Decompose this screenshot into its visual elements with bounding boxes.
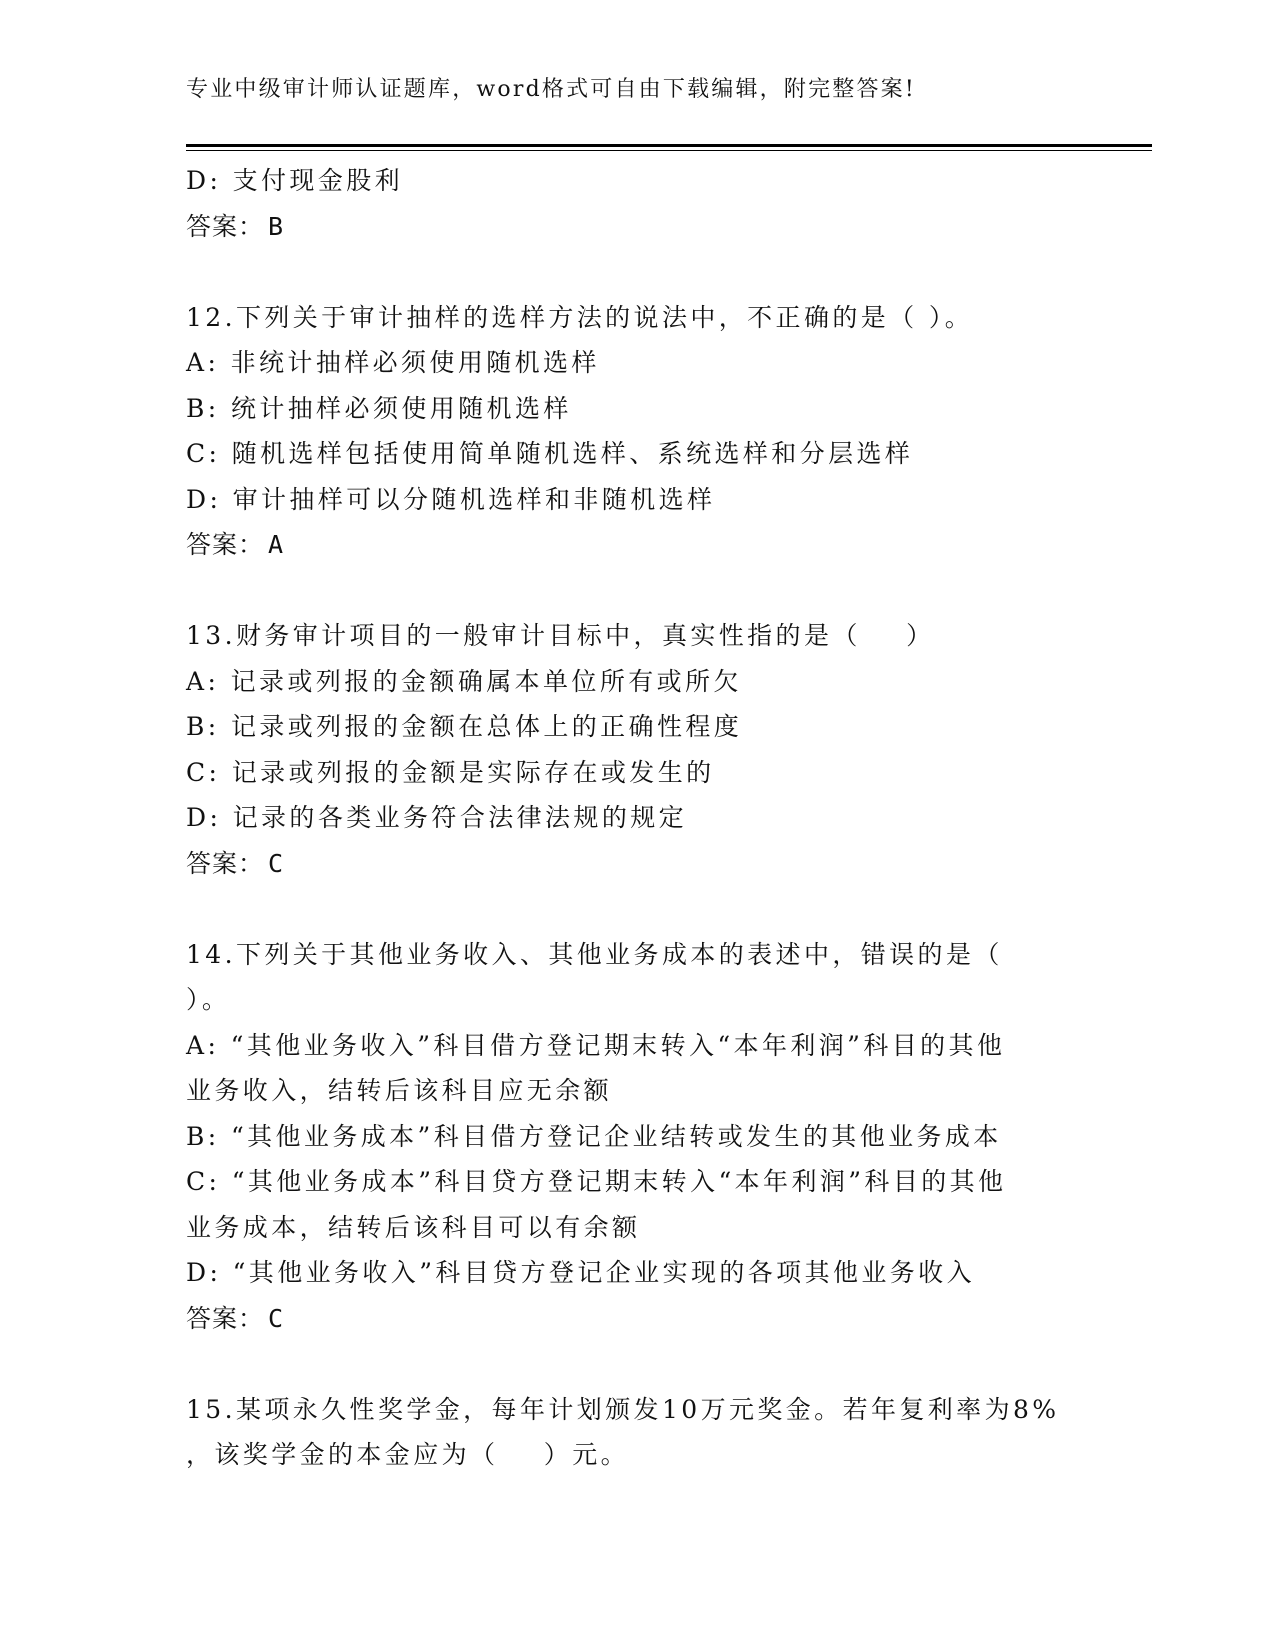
option-line: C: 随机选样包括使用简单随机选样、系统选样和分层选样 xyxy=(186,439,914,468)
option-line: B: 记录或列报的金额在总体上的正确性程度 xyxy=(186,712,743,741)
question-content xyxy=(186,158,1086,1478)
answer-value: B xyxy=(268,211,285,241)
option-line: D: 审计抽样可以分随机选样和非随机选样 xyxy=(186,484,716,514)
answer-line xyxy=(186,841,1086,887)
answer-label: 答案： xyxy=(186,1303,265,1333)
answer-label: 答案： xyxy=(186,530,265,559)
question-block xyxy=(186,1387,1086,1478)
option-line: D: 支付现金股利 xyxy=(186,166,404,195)
header-rule-thin xyxy=(186,150,1152,151)
spacer xyxy=(186,568,1086,614)
question-stem-continued: ）。 xyxy=(186,985,231,1014)
header-rule-thick xyxy=(186,144,1152,147)
question-block xyxy=(186,295,1086,568)
option-line: D: 记录的各类业务符合法律法规的规定 xyxy=(186,803,688,832)
question-block xyxy=(186,932,1086,1342)
option-line: B: 统计抽样必须使用随机选样 xyxy=(186,393,572,423)
spacer xyxy=(186,886,1086,932)
answer-label: 答案： xyxy=(186,211,265,241)
spacer xyxy=(186,249,1086,295)
option-line: C: 记录或列报的金额是实际存在或发生的 xyxy=(186,757,715,787)
question-block xyxy=(186,158,1086,249)
page-header: 专业中级审计师认证题库，word格式可自由下载编辑，附完整答案! xyxy=(186,77,916,102)
answer-line xyxy=(186,1296,1086,1342)
option-line: B: “其他业务成本”科目借方登记企业结转或发生的其他业务成本 xyxy=(186,1121,1002,1151)
option-line-continued: 业务收入，结转后该科目应无余额 xyxy=(186,1076,613,1105)
answer-label: 答案： xyxy=(186,848,265,878)
option-line: A: “其他业务收入”科目借方登记期末转入“本年利润”科目的其他 xyxy=(186,1030,1006,1060)
option-line: A: 非统计抽样必须使用随机选样 xyxy=(186,348,600,377)
answer-line xyxy=(186,522,1086,568)
answer-value: C xyxy=(268,1303,285,1333)
answer-value: C xyxy=(268,848,285,878)
answer-value: A xyxy=(268,530,285,559)
question-stem: 13.财务审计项目的一般审计目标中，真实性指的是（ ） xyxy=(186,621,935,650)
option-line-continued: 业务成本，结转后该科目可以有余额 xyxy=(186,1212,641,1242)
option-line: D: “其他业务收入”科目贷方登记企业实现的各项其他业务收入 xyxy=(186,1258,975,1287)
option-line: C: “其他业务成本”科目贷方登记期末转入“本年利润”科目的其他 xyxy=(186,1167,1007,1196)
question-stem-continued: ，该奖学金的本金应为（ ）元。 xyxy=(186,1440,629,1469)
answer-line xyxy=(186,204,1086,250)
question-stem: 15.某项永久性奖学金，每年计划颁发10万元奖金。若年复利率为8% xyxy=(186,1394,1060,1424)
question-block xyxy=(186,613,1086,886)
option-line: A: 记录或列报的金额确属本单位所有或所欠 xyxy=(186,666,742,696)
spacer xyxy=(186,1341,1086,1387)
question-stem: 12.下列关于审计抽样的选样方法的说法中，不正确的是（ ）。 xyxy=(186,302,974,332)
question-stem: 14.下列关于其他业务收入、其他业务成本的表述中，错误的是（ xyxy=(186,939,1003,969)
